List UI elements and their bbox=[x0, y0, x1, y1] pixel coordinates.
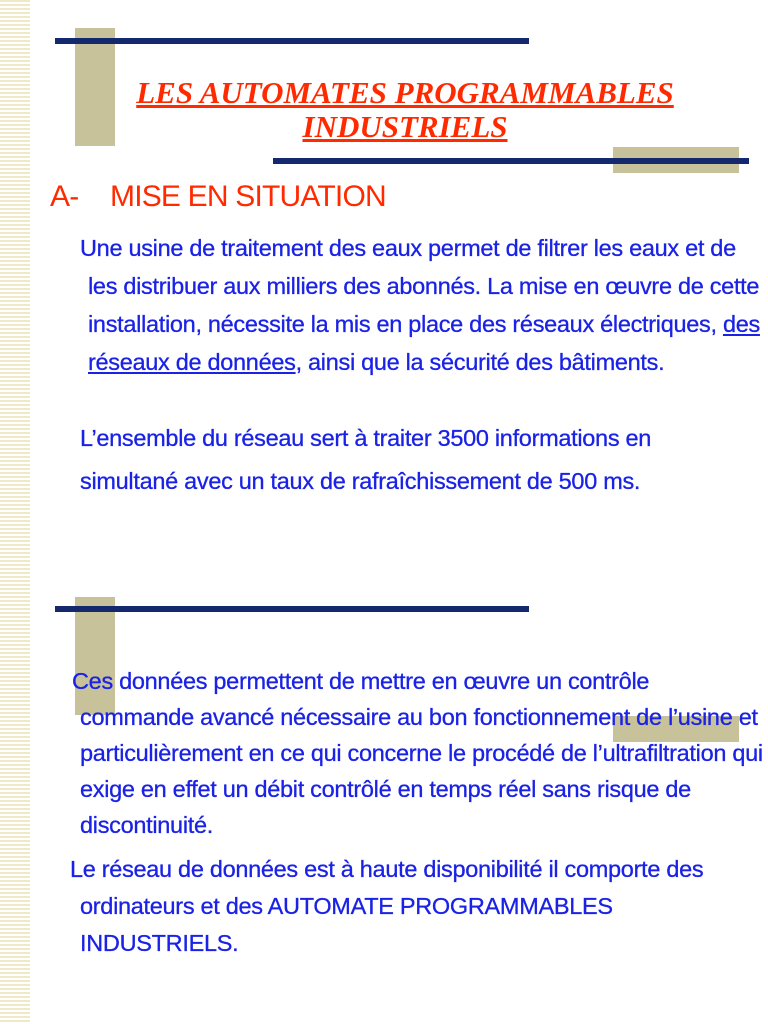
availability-paragraph bbox=[70, 851, 764, 962]
section-letter: A- bbox=[50, 180, 79, 213]
page-title bbox=[60, 76, 750, 144]
network-text: L’ensemble du réseau sert à traiter 3500 informations en simultané avec un taux de rafraîchissement de 500 ms. bbox=[80, 425, 652, 494]
underlined-phrase: des réseaux de données bbox=[88, 311, 760, 375]
decorative-top-rule bbox=[55, 38, 529, 44]
network-paragraph bbox=[80, 417, 752, 503]
section-heading bbox=[50, 180, 386, 214]
intro-paragraph bbox=[80, 229, 760, 381]
decorative-top-rule-2 bbox=[55, 606, 529, 612]
decorative-striped-border bbox=[0, 0, 30, 1024]
title-line-1: LES AUTOMATES PROGRAMMABLES bbox=[136, 75, 674, 110]
control-text: Ces données permettent de mettre en œuvre un contrôle commande avancé nécessaire au bon fonctionnement de l’usine et particulièrement en ce qui concerne le procédé de l’ultrafiltration qui exige en effet un débit contrôlé en temps réel sans risque de discontinuité. bbox=[72, 668, 763, 838]
intro-text-1: Une usine de traitement des eaux permet de filtrer les eaux et de les distribuer aux milliers des abonnés. La mise en œuvre de cette installation, nécessite la mis en place des réseaux électriques, bbox=[80, 235, 760, 337]
intro-text-2: , ainsi que la sécurité des bâtiments. bbox=[295, 349, 665, 375]
decorative-bottom-rule bbox=[273, 158, 749, 164]
control-paragraph bbox=[72, 663, 764, 843]
title-line-2: INDUSTRIELS bbox=[302, 109, 508, 144]
section-title: MISE EN SITUATION bbox=[110, 180, 386, 213]
availability-text: Le réseau de données est à haute disponibilité il comporte des ordinateurs et des AUTOMATE PROGRAMMABLES INDUSTRIELS. bbox=[70, 856, 704, 956]
